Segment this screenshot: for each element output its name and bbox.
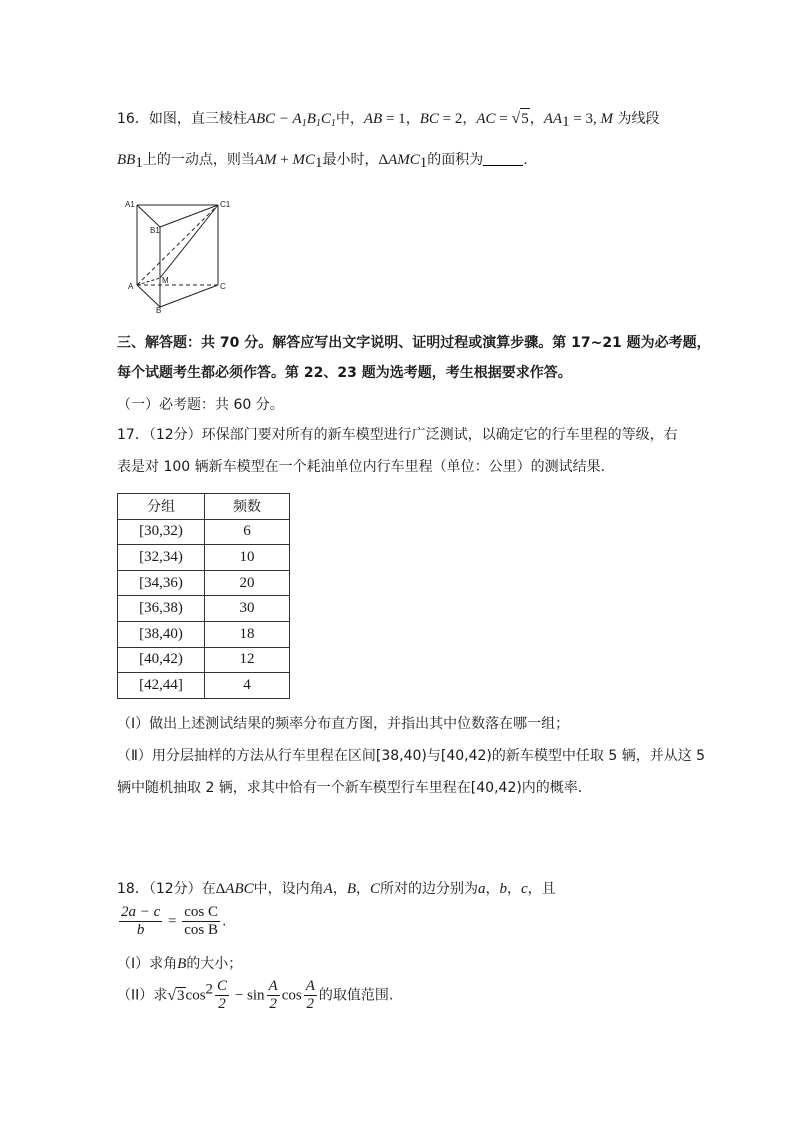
label-a1: A1 [125,200,135,209]
answer-blank [483,151,523,166]
q16-number: 16． [117,111,149,127]
label-m: M [162,276,169,285]
q18-part1: （Ⅰ）求角B的大小； [117,956,243,972]
q17-part2-line1: （Ⅱ）用分层抽样的方法从行车里程在区间[38,40)与[40,42)的新车模型中任取 5 辆，并从这 5 [117,748,706,764]
label-c1: C1 [220,200,231,209]
prism-name: ABC − $A_1B_1C_1$ [246,111,336,129]
edge-a-b [137,285,160,307]
q17-line1: 17．（12分）环保部门要对所有的新车模型进行广泛测试，以确定它的行车里程的等级，右 [117,427,678,443]
section3-sub: （一）必考题：共 60 分。 [117,397,284,413]
q18-part2: （II）求 √ 3 $\cos^2$ $\frac{C}{2}$ − sin $\frac{A}{2}$ cos $\frac{A}{2}$ 的取值范围. [117,978,394,1012]
fraction-A-over-2-b: $\frac{A}{2}$ [305,978,315,1012]
label-c: C [220,282,226,291]
edge-b-c [160,285,218,307]
q16-line1: 16．如图，直三棱柱ABC − $A_1B_1C_1$中，AB = 1，BC = 2，AC = √ 5 ，$AA_1 = 3$, M 为线段 [117,110,660,130]
q17-line2: 表是对 100 辆新车模型在一个耗油单位内行车里程（单位：公里）的测试结果. [117,459,606,475]
q18-line1: 18．（12分）在ΔABC中，设内角A，B，C所对的边分别为a，b，c，且 [117,881,556,897]
section3-line1: 三、解答题：共 70 分。解答应写出文字说明、证明过程或演算步骤。第 17~21 题为必考题， [117,335,711,351]
label-a: A [128,282,134,291]
fraction-C-over-2: $\frac{C}{2}$ [217,978,228,1012]
label-b: B [156,306,162,313]
edge-a1-b1 [137,205,160,227]
sqrt-3: √ 3 [167,986,185,1004]
table-row: [34,36) 20 [118,570,290,596]
table-row: [32,34) 10 [118,545,290,571]
q18-equation: $\frac{2a - c}{b}$ = $\frac{\text{cos C}}{\text{cos B}}$ . [121,904,227,938]
table-header-row [118,494,290,520]
table-row: [40,42) 12 [118,647,290,673]
q17-part1: （Ⅰ）做出上述测试结果的频率分布直方图，并指出其中位数落在哪一组； [117,716,570,732]
segment-a-m [137,278,160,285]
table-row: [42,44] 4 [118,673,290,699]
section3-line2: 每个试题考生都必须作答。第 22、23 题为选考题，考生根据要求作答。 [117,365,572,381]
table-row: [36,38) 30 [118,596,290,622]
q17-part2-line2: 辆中随机抽取 2 辆，求其中恰有一个新车模型行车里程在[40,42)内的概率. [117,780,583,796]
header-group: 分组 [118,494,205,520]
frequency-table [117,493,290,699]
fraction-A-over-2: $\frac{A}{2}$ [268,978,278,1012]
q16-line2: $BB_1$上的一动点，则当AM + $MC_1$最小时，$\Delta AMC_1$的面积为 . [117,152,528,171]
table-row: [30,32) 6 [118,519,290,545]
prism-figure [122,195,232,313]
sqrt-5: √ 5 [511,110,529,127]
fraction-cosC-over-cosB: $\frac{\text{cos C}}{\text{cos B}}$ [184,904,218,938]
header-frequency: 频数 [205,494,290,520]
label-b1: B1 [150,226,160,235]
table-row: [38,40) 18 [118,621,290,647]
fraction-2a-c-over-b: $\frac{2a - c}{b}$ [121,904,161,938]
